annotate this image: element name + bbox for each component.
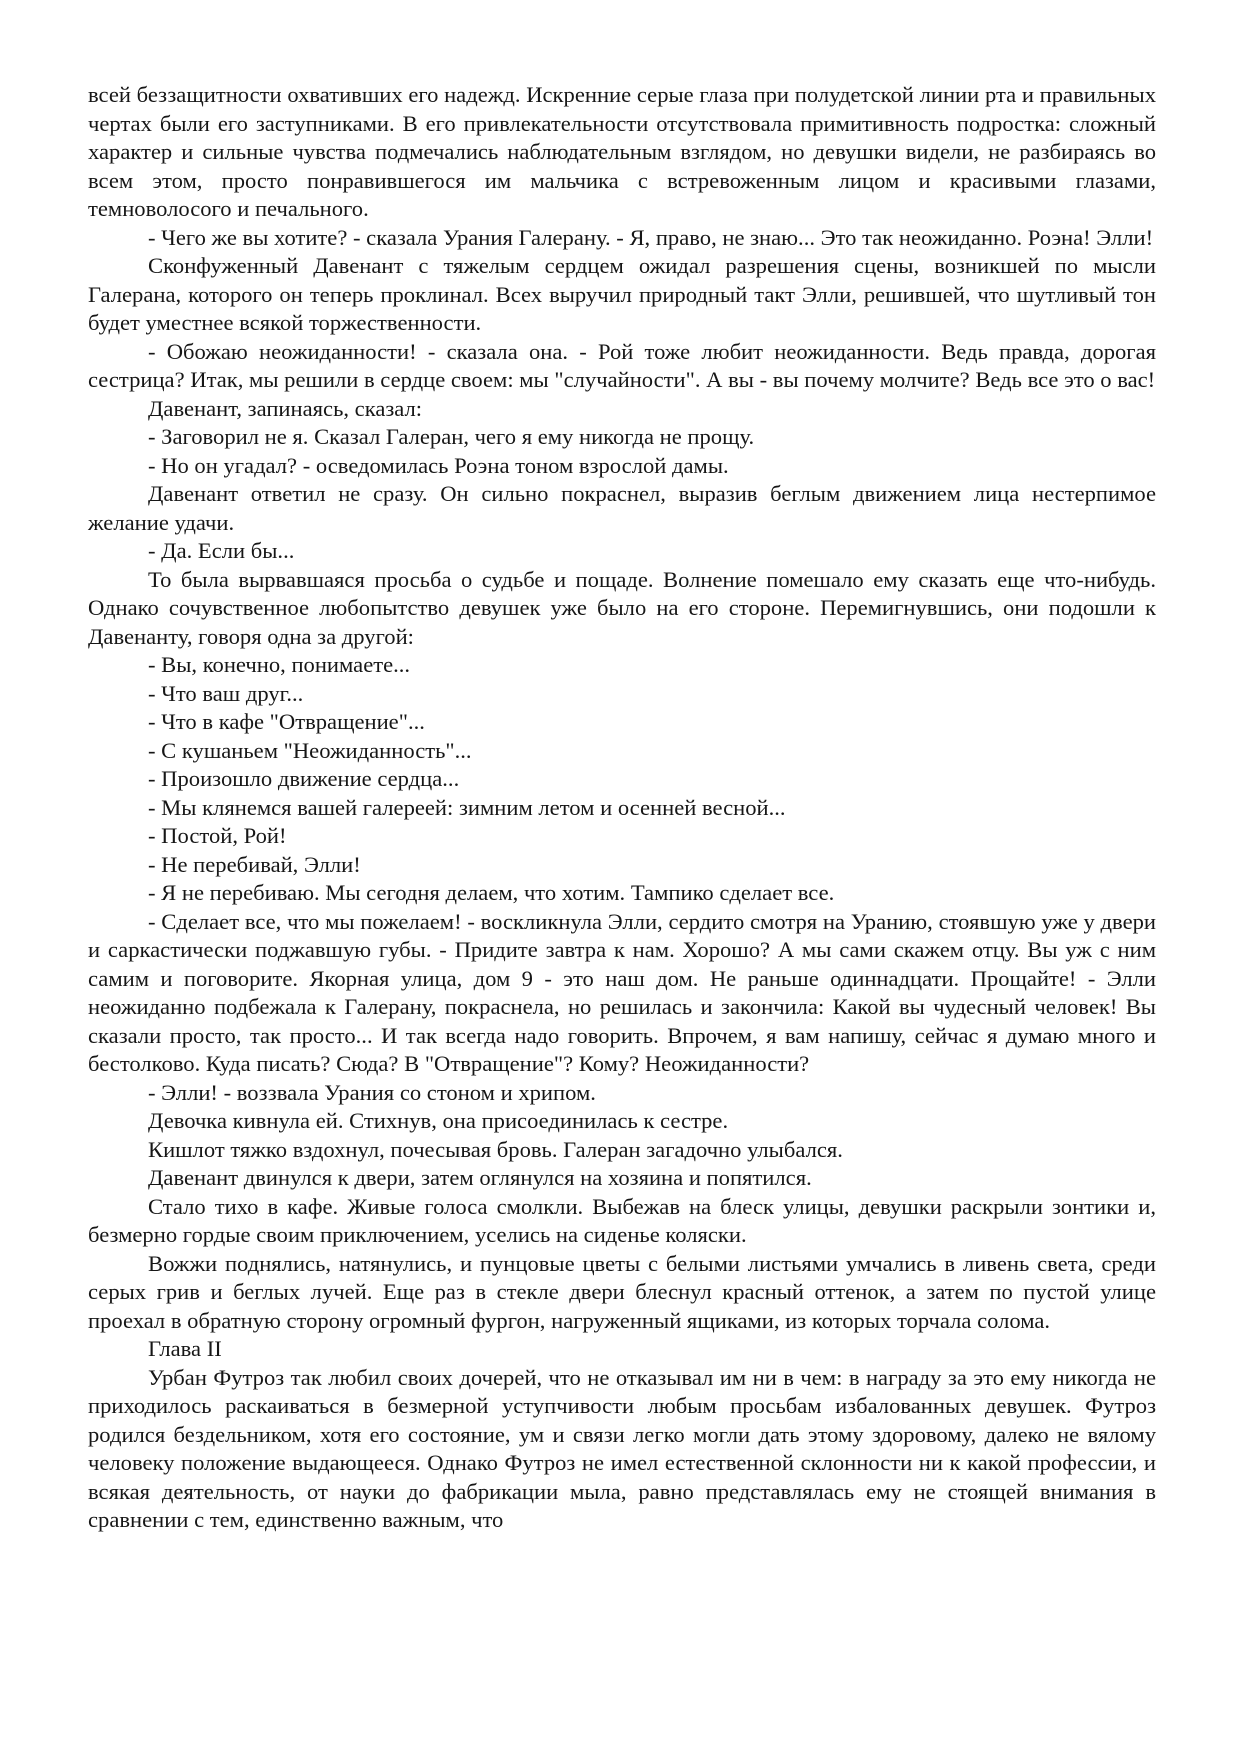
paragraph: Кишлот тяжко вздохнул, почесывая бровь. Галеран загадочно улыбался. bbox=[148, 1136, 843, 1162]
paragraph: - Что в кафе "Отвращение"... bbox=[148, 709, 425, 734]
paragraph: - Что ваш друг... bbox=[148, 680, 304, 706]
paragraph: - Элли! - воззвала Урания со стоном и хрипом. bbox=[148, 1079, 596, 1105]
paragraph: Давенант ответил не сразу. Он сильно покраснел, выразив беглым движением лица нестерпимое желание удачи. bbox=[88, 481, 1156, 535]
paragraph: - Вы, конечно, понимаете... bbox=[148, 652, 411, 677]
paragraph: Давенант двинулся к двери, затем оглянулся на хозяина и попятился. bbox=[148, 1165, 812, 1190]
paragraph: - Чего же вы хотите? - сказала Урания Галерану. - Я, право, не знаю... Это так неожиданно. Роэна! Элли! bbox=[148, 224, 1154, 250]
chapter-heading: Глава II bbox=[148, 1336, 222, 1361]
document-page bbox=[88, 81, 1156, 1535]
paragraph: Девочка кивнула ей. Стихнув, она присоединилась к сестре. bbox=[148, 1108, 729, 1133]
paragraph: - Произошло движение сердца... bbox=[148, 766, 460, 791]
paragraph: - Постой, Рой! bbox=[148, 823, 287, 848]
paragraph: То была вырвавшаяся просьба о судьбе и пощаде. Волнение помешало ему сказать еще что-нибудь. Однако сочувственное любопытство девушек уже было на его стороне. Перемигнувшись, они подошли к Давенанту, говоря одна за другой: bbox=[88, 566, 1156, 649]
paragraph: - Не перебивай, Элли! bbox=[148, 851, 361, 877]
paragraph: - Да. Если бы... bbox=[148, 538, 295, 563]
paragraph: Давенант, запинаясь, сказал: bbox=[148, 395, 423, 421]
paragraph: Сконфуженный Давенант с тяжелым сердцем ожидал разрешения сцены, возникшей по мысли Галерана, которого он теперь проклинал. Всех выручил природный такт Элли, решившей, что шутливый тон будет уместнее всякой торжественности. bbox=[88, 253, 1156, 335]
paragraph: Урбан Футроз так любил своих дочерей, что не отказывал им ни в чем: в награду за это ему никогда не приходилось раскаиваться в безмерной уступчивости любым просьбам избалованных девушек. Футроз родился бездельником, хотя его состояние, ум и связи легко могли дать этому здоровому, далеко не вялому человеку положение выдающееся. Однако Футроз не имел естественной склонности ни к какой профессии, и всякая деятельность, от науки до фабрикации мыла, равно представлялась ему не стоящей внимания в сравнении с тем, единственно важным, что bbox=[88, 1364, 1156, 1532]
paragraph: - Мы клянемся вашей галереей: зимним летом и осенней весной... bbox=[148, 794, 786, 820]
paragraph: - Я не перебиваю. Мы сегодня делаем, что хотим. Тампико сделает все. bbox=[148, 880, 835, 905]
paragraph: - Обожаю неожиданности! - сказала она. - Рой тоже любит неожиданности. Ведь правда, дорогая сестрица? Итак, мы решили в сердце своем: мы "случайности". А вы - вы почему молчите? Ведь все это о вас! bbox=[88, 338, 1156, 392]
paragraph: - С кушаньем "Неожиданность"... bbox=[148, 737, 472, 763]
paragraph: всей беззащитности охвативших его надежд. Искренние серые глаза при полудетской линии рта и правильных чертах были его заступниками. В его привлекательности отсутствовала примитивность подростка: сложный характер и сильные чувства подмечались наблюдательным взглядом, но девушки видели, не разбираясь во всем этом, просто понравившегося им мальчика с встревоженным лицом и красивыми глазами, темноволосого и печального. bbox=[88, 82, 1156, 221]
paragraph: - Сделает все, что мы пожелаем! - воскликнула Элли, сердито смотря на Уранию, стоявшую уже у двери и саркастически поджавшую губы. - Придите завтра к нам. Хорошо? А мы сами скажем отцу. Вы уж с ним самим и поговорите. Якорная улица, дом 9 - это наш дом. Не раньше одиннадцати. Прощайте! - Элли неожиданно подбежала к Галерану, покраснела, но решилась и закончила: Какой вы чудесный человек! Вы сказали просто, так просто... И так всегда надо говорить. Впрочем, я вам напишу, сейчас я думаю много и бестолково. Куда писать? Сюда? В "Отвращение"? Кому? Неожиданности? bbox=[88, 908, 1156, 1076]
paragraph: Стало тихо в кафе. Живые голоса смолкли. Выбежав на блеск улицы, девушки раскрыли зонтики и, безмерно гордые своим приключением, уселись на сиденье коляски. bbox=[88, 1193, 1156, 1247]
paragraph: - Но он угадал? - осведомилась Роэна тоном взрослой дамы. bbox=[148, 452, 729, 478]
paragraph: Вожжи поднялись, натянулись, и пунцовые цветы с белыми листьями умчались в ливень света, среди серых грив и беглых лучей. Еще раз в стекле двери блеснул красный оттенок, а затем по пустой улице проехал в обратную сторону огромный фургон, нагруженный ящиками, из которых торчала солома. bbox=[88, 1250, 1156, 1333]
paragraph: - Заговорил не я. Сказал Галеран, чего я ему никогда не прощу. bbox=[148, 424, 755, 449]
